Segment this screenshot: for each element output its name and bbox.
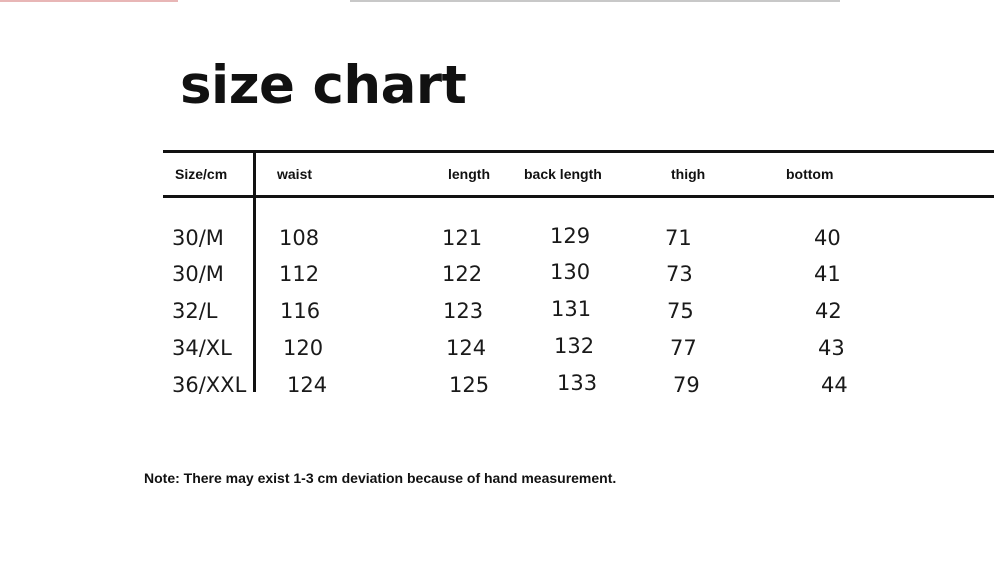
- table-cell-length: 124: [446, 336, 487, 360]
- table-cell-waist: 124: [287, 373, 328, 397]
- header-waist: waist: [277, 166, 313, 182]
- table-cell-back-length: 131: [551, 297, 592, 321]
- table-cell-waist: 112: [279, 262, 320, 286]
- table-top-rule: [163, 150, 994, 153]
- header-length: length: [448, 166, 490, 182]
- table-cell-length: 121: [442, 226, 483, 250]
- table-cell-size: 30/M: [172, 226, 224, 250]
- table-cell-length: 122: [442, 262, 483, 286]
- table-cell-back-length: 129: [550, 224, 591, 248]
- header-back-length: back length: [524, 166, 602, 182]
- top-strip-grey: [350, 0, 840, 2]
- header-bottom: bottom: [786, 166, 834, 182]
- table-cell-waist: 108: [279, 226, 320, 250]
- table-cell-size: 30/M: [172, 262, 224, 286]
- table-cell-thigh: 75: [667, 299, 694, 323]
- table-cell-thigh: 73: [666, 262, 693, 286]
- table-cell-waist: 116: [280, 299, 321, 323]
- table-cell-back-length: 133: [557, 371, 598, 395]
- table-cell-bottom: 43: [818, 336, 845, 360]
- table-header-rule: [163, 195, 994, 198]
- table-cell-bottom: 40: [814, 226, 841, 250]
- table-cell-bottom: 41: [814, 262, 841, 286]
- header-size: Size/cm: [175, 166, 228, 182]
- top-strip-remnant: [0, 0, 1000, 6]
- header-thigh: thigh: [671, 166, 706, 182]
- table-cell-length: 125: [449, 373, 490, 397]
- table-cell-length: 123: [443, 299, 484, 323]
- table-cell-size: 34/XL: [172, 336, 232, 360]
- table-cell-size: 36/XXL: [172, 373, 247, 397]
- page-title: size chart: [180, 55, 467, 116]
- table-cell-waist: 120: [283, 336, 324, 360]
- table-cell-thigh: 71: [665, 226, 692, 250]
- table-cell-thigh: 77: [670, 336, 697, 360]
- top-strip-red: [0, 0, 178, 2]
- table-cell-bottom: 44: [821, 373, 848, 397]
- measurement-note: Note: There may exist 1-3 cm deviation because of hand measurement.: [144, 470, 617, 486]
- table-cell-thigh: 79: [673, 373, 700, 397]
- table-cell-bottom: 42: [815, 299, 842, 323]
- table-cell-size: 32/L: [172, 299, 218, 323]
- table-cell-back-length: 132: [554, 334, 595, 358]
- table-cell-back-length: 130: [550, 260, 591, 284]
- table-vertical-rule: [253, 152, 256, 392]
